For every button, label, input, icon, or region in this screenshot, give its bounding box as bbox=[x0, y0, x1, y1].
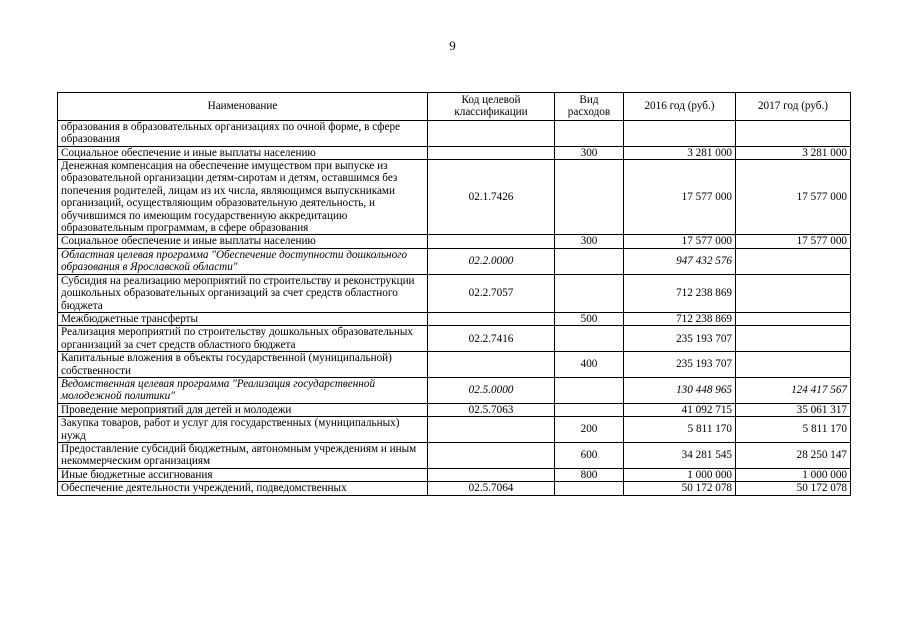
table-row bbox=[58, 312, 851, 325]
table-row bbox=[58, 352, 851, 378]
table-row bbox=[58, 235, 851, 248]
row-2017: 3 281 000 bbox=[736, 146, 851, 159]
row-code: 02.5.7064 bbox=[428, 482, 555, 495]
row-code: 02.2.7416 bbox=[428, 326, 555, 352]
row-2016: 130 448 965 bbox=[624, 377, 736, 403]
row-code bbox=[428, 146, 555, 159]
table-row bbox=[58, 482, 851, 495]
table-header-row bbox=[58, 93, 851, 121]
row-kind bbox=[555, 403, 624, 416]
row-code bbox=[428, 442, 555, 468]
row-code bbox=[428, 120, 555, 146]
row-name: Закупка товаров, работ и услуг для государственных (муниципальных) нужд bbox=[58, 417, 428, 443]
row-kind: 200 bbox=[555, 417, 624, 443]
row-2017: 50 172 078 bbox=[736, 482, 851, 495]
row-name: Проведение мероприятий для детей и молодежи bbox=[58, 403, 428, 416]
row-2016: 1 000 000 bbox=[624, 468, 736, 481]
row-2017: 17 577 000 bbox=[736, 160, 851, 235]
row-2017 bbox=[736, 326, 851, 352]
row-name: Иные бюджетные ассигнования bbox=[58, 468, 428, 481]
row-kind bbox=[555, 120, 624, 146]
row-kind: 300 bbox=[555, 235, 624, 248]
row-2016: 712 238 869 bbox=[624, 274, 736, 312]
row-kind: 400 bbox=[555, 352, 624, 378]
table-row bbox=[58, 274, 851, 312]
row-code bbox=[428, 417, 555, 443]
row-2017: 124 417 567 bbox=[736, 377, 851, 403]
row-kind bbox=[555, 326, 624, 352]
row-2016 bbox=[624, 120, 736, 146]
row-2016: 41 092 715 bbox=[624, 403, 736, 416]
table-body bbox=[58, 120, 851, 495]
row-2016: 235 193 707 bbox=[624, 326, 736, 352]
table-row bbox=[58, 326, 851, 352]
row-kind bbox=[555, 482, 624, 495]
table-row bbox=[58, 120, 851, 146]
page-number: 9 bbox=[449, 38, 456, 53]
row-2017: 5 811 170 bbox=[736, 417, 851, 443]
header-code: Код целевой классификации bbox=[428, 93, 555, 121]
budget-table bbox=[57, 92, 851, 496]
row-2017: 1 000 000 bbox=[736, 468, 851, 481]
row-2017 bbox=[736, 120, 851, 146]
row-code bbox=[428, 352, 555, 378]
row-kind bbox=[555, 248, 624, 274]
table-row bbox=[58, 377, 851, 403]
row-name: Обеспечение деятельности учреждений, подведомственных bbox=[58, 482, 428, 495]
row-code bbox=[428, 235, 555, 248]
row-code: 02.2.7057 bbox=[428, 274, 555, 312]
row-2016: 712 238 869 bbox=[624, 312, 736, 325]
row-kind bbox=[555, 274, 624, 312]
table-row bbox=[58, 146, 851, 159]
row-2017 bbox=[736, 274, 851, 312]
row-2017: 35 061 317 bbox=[736, 403, 851, 416]
row-2016: 17 577 000 bbox=[624, 235, 736, 248]
row-2016: 50 172 078 bbox=[624, 482, 736, 495]
row-kind: 500 bbox=[555, 312, 624, 325]
row-code: 02.1.7426 bbox=[428, 160, 555, 235]
row-kind: 600 bbox=[555, 442, 624, 468]
row-code bbox=[428, 312, 555, 325]
row-name: Социальное обеспечение и иные выплаты населению bbox=[58, 235, 428, 248]
row-2017 bbox=[736, 248, 851, 274]
table-row bbox=[58, 248, 851, 274]
table-row bbox=[58, 442, 851, 468]
row-2016: 3 281 000 bbox=[624, 146, 736, 159]
row-code bbox=[428, 468, 555, 481]
row-kind bbox=[555, 160, 624, 235]
header-name: Наименование bbox=[58, 93, 428, 121]
row-2016: 235 193 707 bbox=[624, 352, 736, 378]
row-name: Областная целевая программа "Обеспечение доступности дошкольного образования в Ярославской области" bbox=[58, 248, 428, 274]
row-name: Капитальные вложения в объекты государственной (муниципальной) собственности bbox=[58, 352, 428, 378]
table-row bbox=[58, 160, 851, 235]
row-2016: 947 432 576 bbox=[624, 248, 736, 274]
row-name: Реализация мероприятий по строительству дошкольных образовательных организаций за счет средств областного бюджета bbox=[58, 326, 428, 352]
row-2017: 17 577 000 bbox=[736, 235, 851, 248]
header-2017: 2017 год (руб.) bbox=[736, 93, 851, 121]
row-2017 bbox=[736, 352, 851, 378]
row-kind: 300 bbox=[555, 146, 624, 159]
row-name: образования в образовательных организациях по очной форме, в сфере образования bbox=[58, 120, 428, 146]
row-name: Предоставление субсидий бюджетным, автономным учреждениям и иным некоммерческим организациям bbox=[58, 442, 428, 468]
row-name: Субсидия на реализацию мероприятий по строительству и реконструкции дошкольных образовательных организаций за счет средств областного бюджета bbox=[58, 274, 428, 312]
row-2017: 28 250 147 bbox=[736, 442, 851, 468]
row-2016: 17 577 000 bbox=[624, 160, 736, 235]
row-2016: 34 281 545 bbox=[624, 442, 736, 468]
row-kind bbox=[555, 377, 624, 403]
row-2017 bbox=[736, 312, 851, 325]
header-kind: Вид расходов bbox=[555, 93, 624, 121]
row-code: 02.2.0000 bbox=[428, 248, 555, 274]
row-code: 02.5.0000 bbox=[428, 377, 555, 403]
table-row bbox=[58, 468, 851, 481]
table-row bbox=[58, 417, 851, 443]
row-code: 02.5.7063 bbox=[428, 403, 555, 416]
header-2016: 2016 год (руб.) bbox=[624, 93, 736, 121]
row-name: Ведомственная целевая программа "Реализация государственной молодежной политики" bbox=[58, 377, 428, 403]
row-name: Межбюджетные трансферты bbox=[58, 312, 428, 325]
row-name: Денежная компенсация на обеспечение имуществом при выпуске из образовательной организации детям-сиротам и детям, оставшимся без попечения родителей, лицам из их числа, являющимся выпускниками организаций, осуществляющим образовательную деятельность, и обучившимся по имеющим государственную аккредитацию образовательным программам, в сфере образования bbox=[58, 160, 428, 235]
table-row bbox=[58, 403, 851, 416]
row-2016: 5 811 170 bbox=[624, 417, 736, 443]
row-name: Социальное обеспечение и иные выплаты населению bbox=[58, 146, 428, 159]
row-kind: 800 bbox=[555, 468, 624, 481]
